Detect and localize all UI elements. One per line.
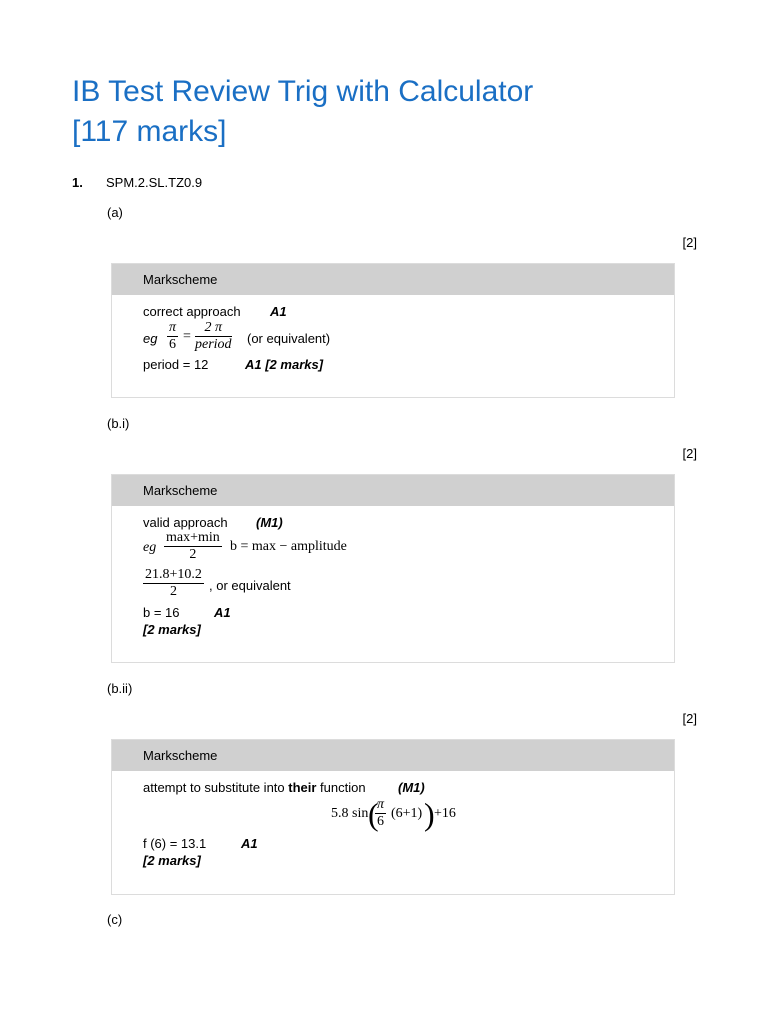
part-bi-marks: [2] <box>682 446 697 461</box>
title-line-1: IB Test Review Trig with Calculator <box>72 75 534 108</box>
bi-answer: b = 16 <box>143 605 180 620</box>
part-c-label: (c) <box>107 912 123 927</box>
part-a-marks: [2] <box>682 235 697 250</box>
markscheme-header: Markscheme <box>112 264 674 295</box>
bii-substitute-text: attempt to substitute into their function <box>143 780 366 795</box>
bii-expression-inner: (6+1) <box>391 806 423 821</box>
markscheme-header: Markscheme <box>112 475 674 506</box>
a-approach-mark: A1 <box>270 304 287 319</box>
bi-total-marks: [2 marks] <box>143 622 201 637</box>
bi-answer-mark: A1 <box>214 605 231 620</box>
part-bii-marks: [2] <box>682 711 697 726</box>
markscheme-header: Markscheme <box>112 740 674 771</box>
bii-answer-mark: A1 <box>241 836 258 851</box>
a-approach-text: correct approach <box>143 304 241 319</box>
bii-expression-end: +16 <box>434 806 456 821</box>
bi-expression: b = max − amplitude <box>230 539 347 554</box>
markscheme-box-a <box>111 263 675 398</box>
part-bii-label: (b.ii) <box>107 681 133 696</box>
bi-fraction-2: $\frac{21.8+10.2}{2}$ <box>145 567 202 599</box>
bi-eg-label: eg <box>143 540 157 555</box>
a-period-mark: A1 [2 marks] <box>245 357 324 372</box>
bii-left-paren: ( <box>368 796 379 832</box>
bi-approach-text: valid approach <box>143 515 228 530</box>
bii-fraction: $\frac{\pi}{6}$ <box>377 797 385 829</box>
bi-approach-mark: (M1) <box>256 515 283 530</box>
bii-expression-start: 5.8 sin <box>331 806 369 821</box>
markscheme-box-bii <box>111 739 675 895</box>
bi-fraction-1: max+min 2 <box>166 530 220 562</box>
a-fraction-1: $\frac{\pi}{6}$ <box>169 320 177 352</box>
a-equivalent-note: (or equivalent) <box>247 331 331 346</box>
question-number: 1. <box>72 175 83 190</box>
markscheme-box-bi <box>111 474 675 663</box>
part-a-label: (a) <box>107 205 123 220</box>
part-bi-label: (b.i) <box>107 416 130 431</box>
bii-total-marks: [2 marks] <box>143 853 201 868</box>
title-line-2: [117 marks] <box>72 115 227 148</box>
a-fraction-2: 2 π period <box>195 320 232 352</box>
page-title <box>72 72 712 152</box>
bi-equivalent-note: , or equivalent <box>209 578 291 593</box>
a-equals: = <box>183 329 191 344</box>
bii-answer: f (6) = 13.1 <box>143 836 207 851</box>
a-period-answer: period = 12 <box>143 357 209 372</box>
bii-right-paren: ) <box>424 796 435 832</box>
bii-substitute-mark: (M1) <box>398 780 425 795</box>
question-reference: SPM.2.SL.TZ0.9 <box>106 175 203 190</box>
a-eg-label: eg <box>143 331 158 346</box>
